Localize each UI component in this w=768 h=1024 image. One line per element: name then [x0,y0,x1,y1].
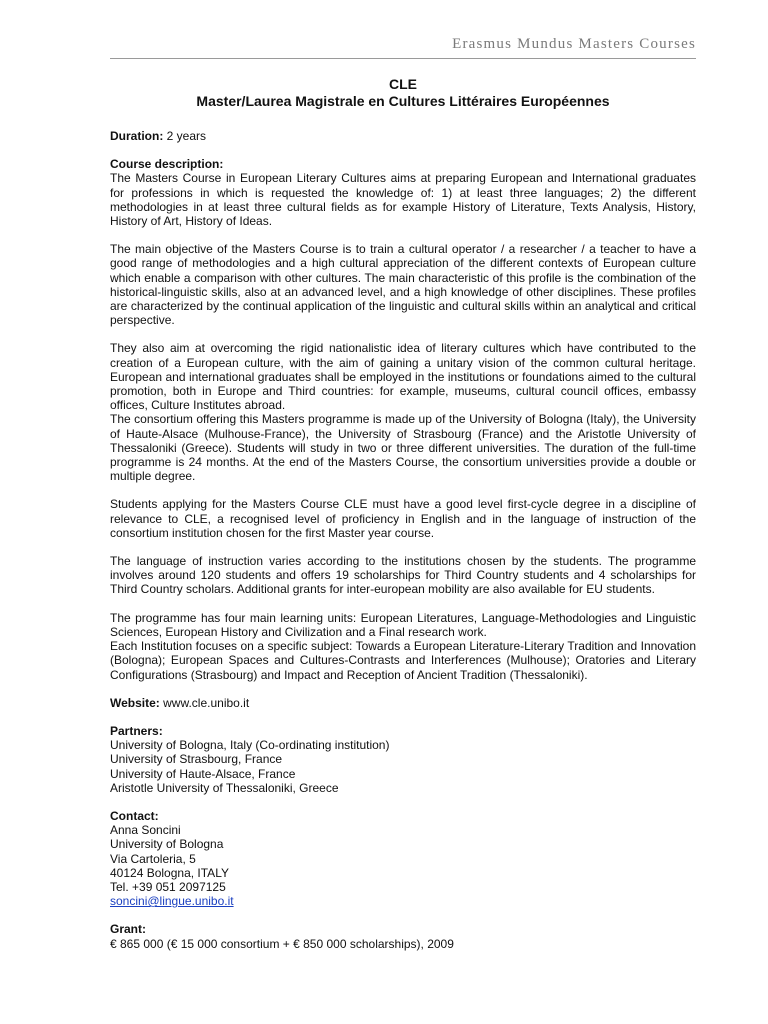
website-value[interactable]: www.cle.unibo.it [159,695,250,710]
description-paragraph: The language of instruction varies according to the institutions chosen by the students. The programme involves around 120 students and offers 19 scholarships for Third Country students and 4 scholarships for Third Country scholars. Additional grants for inter-european mobility are also available for EU students. [110,554,696,597]
contact-line: Tel. +39 051 2097125 [110,879,226,894]
course-full-title: Master/Laurea Magistrale en Cultures Littéraires Européennes [196,93,610,109]
contact-line: University of Bologna [110,837,224,852]
duration-section [110,129,696,143]
course-description-section [110,157,696,682]
running-header-title: Erasmus Mundus Masters Courses [452,36,696,52]
contact-label: Contact: [110,808,159,823]
partner-item: University of Strasbourg, France [110,752,283,767]
contact-line: Anna Soncini [110,823,181,838]
grant-label: Grant: [110,922,146,937]
grant-section [110,922,696,950]
partners-label: Partners: [110,723,163,738]
partner-item: University of Haute-Alsace, France [110,766,296,781]
header-divider [110,58,696,59]
duration-value: 2 years [163,129,207,143]
description-paragraph: The consortium offering this Masters programme is made up of the University of Bologna (Italy), the University of Haute-Alsace (Mulhouse-France), the University of Strasbourg (France) and the Aristotle University of Thessaloniki (Greece). Students will study in two or three different universities. The duration of the full-time programme is 24 months. At the end of the Masters Course, the consortium universities provide a double or multiple degree. [110,412,696,484]
contact-line: Via Cartoleria, 5 [110,851,196,866]
description-paragraph: They also aim at overcoming the rigid nationalistic idea of literary cultures which have contributed to the creation of a European culture, with the aim of gaining a unitary vision of the common cultural heritage. European and international graduates shall be employed in the institutions or foundations aimed to the cultural promotion, both in Europe and Third countries: for example, museums, cultural council offices, embassy offices, Culture Institutes abroad. [110,341,696,413]
partner-item: Aristotle University of Thessaloniki, Greece [110,780,339,795]
contact-line: 40124 Bologna, ITALY [110,865,229,880]
partner-item: University of Bologna, Italy (Co-ordinating institution) [110,738,390,753]
description-paragraph: Students applying for the Masters Course CLE must have a good level first-cycle degree in a discipline of relevance to CLE, a recognised level of proficiency in English and in the language of instruction of the consortium institution chosen for the first Master year course. [110,497,696,540]
course-description-label: Course description: [110,157,224,172]
contact-section [110,809,696,908]
course-acronym: CLE [389,76,417,92]
description-paragraph: The Masters Course in European Literary Cultures aims at preparing European and International graduates for professions in which is requested the knowledge of: 1) at least three languages; 2) the different methodologies in at least three cultural fields as for example History of Literature, Texts Analysis, History, History of Art, History of Ideas. [110,171,696,229]
title-block [110,76,696,110]
duration-label: Duration: [110,129,164,143]
document-body [110,76,696,965]
description-paragraph: The main objective of the Masters Course is to train a cultural operator / a researcher / a teacher to have a good range of methodologies and a high cultural appreciation of the different contexts of European culture which enable a comparison with other cultures. The main characteristic of this profile is the combination of the historical-linguistic skills, also at an advanced level, and a high knowledge of other disciplines. These profiles are characterized by the continual application of the linguistic and cultural skills within an analytical and critical perspective. [110,242,696,328]
partners-section [110,724,696,795]
description-paragraph: Each Institution focuses on a specific subject: Towards a European Literature-Literary Tradition and Innovation (Bologna); European Spaces and Cultures-Contrasts and Interferences (Mulhouse); Oratories and Literary Configurations (Strasbourg) and Impact and Reception of Ancient Tradition (Thessaloniki). [110,639,696,682]
description-paragraph: The programme has four main learning units: European Literatures, Language-Methodologies and Linguistic Sciences, European History and Civilization and a Final research work. [110,610,696,639]
website-section [110,696,696,710]
grant-value: € 865 000 (€ 15 000 consortium + € 850 000 scholarships), 2009 [110,936,454,951]
website-label: Website: [110,695,160,710]
contact-email-link[interactable]: soncini@lingue.unibo.it [110,894,234,909]
